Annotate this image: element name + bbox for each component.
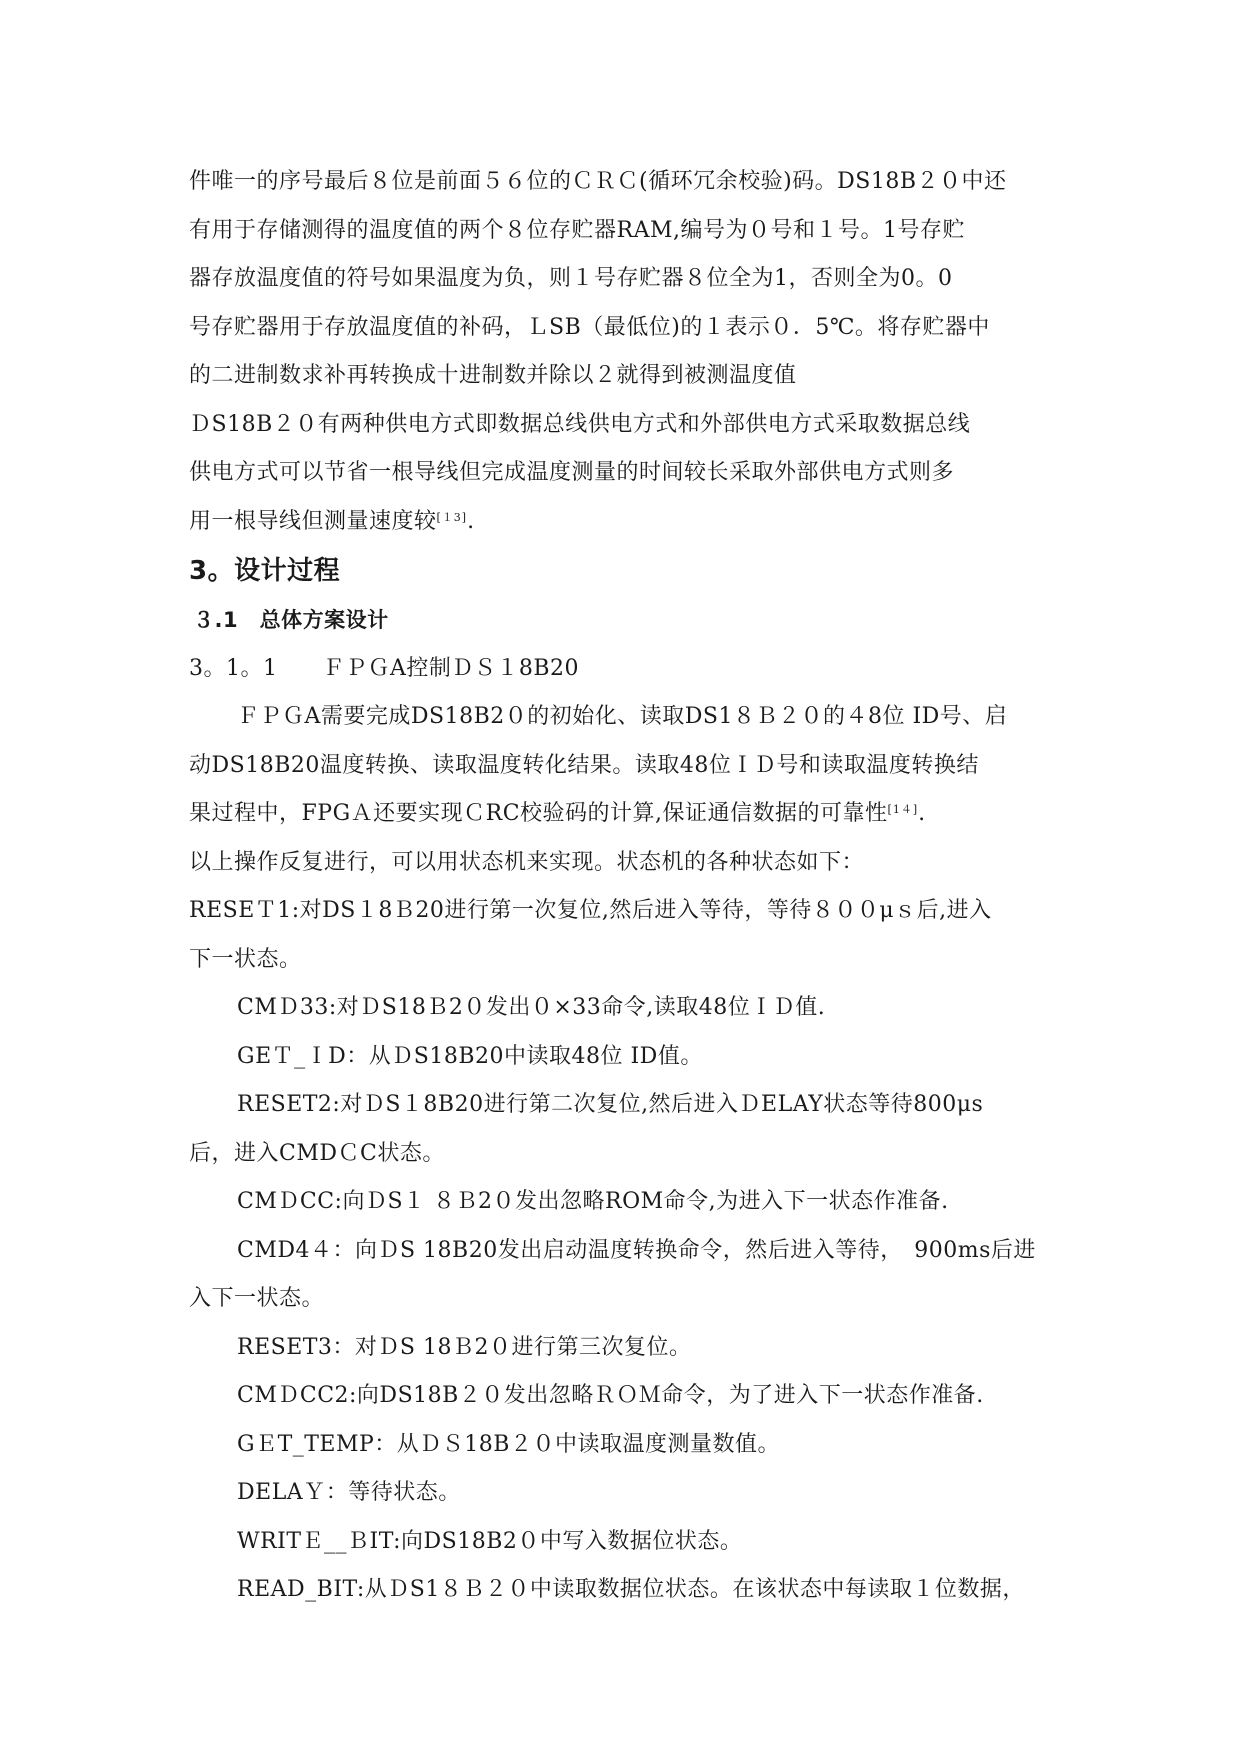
body-text-line: ＦＰＧA需要完成DS18B2０的初始化、读取DS1８Ｂ２０的４8位 ID号、启 [237, 704, 1008, 729]
section-heading: 3。设计过程 [189, 556, 341, 586]
body-text-line: 器存放温度值的符号如果温度为负，则１号存贮器８位全为1，否则全为0。0 [189, 266, 953, 291]
body-text-line [189, 498, 1051, 547]
body-text-line [189, 790, 1051, 839]
state-delay: DELAＹ：等待状态。 [237, 1480, 461, 1505]
citation-ref: [１3] [436, 510, 468, 524]
state-get-id: GEＴ_ＩD：从ＤS18B20中读取48位 ID值。 [237, 1043, 703, 1069]
state-cmd44-cont: 入下一状态。 [189, 1286, 325, 1311]
body-text-line: 件唯一的序号最后８位是前面５６位的ＣＲＣ(循环冗余校验)码。DS18B２０中还 [189, 169, 1007, 194]
page-body [189, 158, 1051, 1615]
body-text-line: 的二进制数求补再转换成十进制数并除以２就得到被测温度值 [189, 363, 797, 388]
state-reset1-cont: 下一状态。 [189, 946, 302, 972]
state-reset2: RESET2:对ＤS１8B20进行第二次复位,然后进入ＤELAY状态等待800μs [237, 1092, 984, 1117]
state-get-temp: GＥT_TEMP：从ＤＳ18B２０中读取温度测量数值。 [237, 1431, 780, 1457]
subsubsection-heading: 3。1。1 ＦＰＧA控制ＤＳ１8B20 [189, 655, 580, 681]
subsection-heading: ３.1 总体方案设计 [193, 608, 389, 632]
state-reset3: RESET3：对ＤS 18Ｂ2０进行第三次复位。 [237, 1334, 692, 1360]
state-reset1: RESEＴ1:对DS１8Ｂ20进行第一次复位,然后进入等待，等待８００μｓ后,进入 [189, 898, 992, 923]
state-cmd33: CMＤ33:对ＤS18Ｂ2０发出０×33命令,读取48位ＩＤ值. [237, 995, 826, 1020]
state-read-bit: READ_BIT:从ＤS1８Ｂ２０中读取数据位状态。在该状态中每读取１位数据， [237, 1577, 1025, 1602]
state-reset2-cont: 后，进入CMDＣC状态。 [189, 1140, 445, 1166]
body-text-line: 供电方式可以节省一根导线但完成温度测量的时间较长采取外部供电方式则多 [189, 460, 955, 485]
state-cmdcc: CMＤCC:向ＤS１ ８Ｂ2０发出忽略ROM命令,为进入下一状态作准备. [237, 1189, 949, 1214]
body-text-line: 有用于存储测得的温度值的两个８位存贮器RAM,编号为０号和１号。1号存贮 [189, 217, 965, 243]
state-cmdcc2: CMＤCC2:向DS18B２０发出忽略ＲＯＭ命令，为了进入下一状态作准备. [237, 1383, 984, 1408]
state-write-bit: WRITＥ__ＢIT:向DS18B2０中写入数据位状态。 [237, 1528, 743, 1554]
body-text: . [467, 508, 475, 534]
citation-ref: [1４] [887, 803, 919, 816]
body-text-line: 动DS18B20温度转换、读取温度转化结果。读取48位ＩＤ号和读取温度转换结 [189, 752, 979, 778]
body-text: 果过程中，FPGＡ还要实现ＣRC校验码的计算,保证通信数据的可靠性 [189, 801, 888, 826]
body-text: 用一根导线但测量速度较 [189, 508, 437, 534]
body-text-line: 号存贮器用于存放温度值的补码，ＬSB（最低位)的１表示０．5℃。将存贮器中 [189, 314, 990, 340]
state-cmd44: CMD4４：向ＤS 18B20发出启动温度转换命令，然后进入等待， 900ms后进 [237, 1237, 1036, 1263]
body-text: . [918, 801, 926, 826]
body-text-line: ＤS18B２０有两种供电方式即数据总线供电方式和外部供电方式采取数据总线 [189, 411, 971, 437]
body-text-line: 以上操作反复进行，可以用状态机来实现。状态机的各种状态如下： [189, 849, 865, 875]
